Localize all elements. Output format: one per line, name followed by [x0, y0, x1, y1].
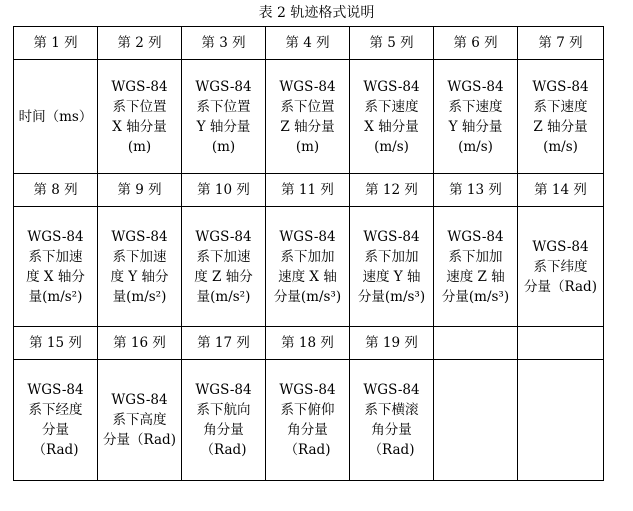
column-desc-16: WGS-84 系下高度 分量（Rad)	[98, 360, 182, 481]
description-row-1	[14, 60, 604, 174]
column-header-12: 第 12 列	[350, 174, 434, 207]
table-caption: 表 2 轨迹格式说明	[258, 5, 375, 21]
column-header-9: 第 9 列	[98, 174, 182, 207]
column-desc-17: WGS-84 系下航向 角分量 （Rad)	[182, 360, 266, 481]
column-header-14: 第 14 列	[518, 174, 604, 207]
column-desc-1: 时间（ms）	[14, 60, 98, 174]
column-desc-10: WGS-84 系下加速 度 Z 轴分 量(m/s²)	[182, 207, 266, 327]
column-header-13: 第 13 列	[434, 174, 518, 207]
column-desc-7: WGS-84 系下速度 Z 轴分量 (m/s)	[518, 60, 604, 174]
column-desc-9: WGS-84 系下加速 度 Y 轴分 量(m/s²)	[98, 207, 182, 327]
empty-desc-cell	[434, 360, 518, 481]
empty-desc-cell	[518, 360, 604, 481]
description-row-2	[14, 207, 604, 327]
column-header-17: 第 17 列	[182, 327, 266, 360]
column-header-3: 第 3 列	[182, 27, 266, 60]
column-header-8: 第 8 列	[14, 174, 98, 207]
column-desc-2: WGS-84 系下位置 X 轴分量 (m)	[98, 60, 182, 174]
column-header-15: 第 15 列	[14, 327, 98, 360]
header-row-3	[14, 327, 604, 360]
column-desc-4: WGS-84 系下位置 Z 轴分量 (m)	[266, 60, 350, 174]
column-header-19: 第 19 列	[350, 327, 434, 360]
column-desc-6: WGS-84 系下速度 Y 轴分量 (m/s)	[434, 60, 518, 174]
column-desc-3: WGS-84 系下位置 Y 轴分量 (m)	[182, 60, 266, 174]
column-desc-15: WGS-84 系下经度 分量 （Rad)	[14, 360, 98, 481]
column-desc-19: WGS-84 系下横滚 角分量 （Rad)	[350, 360, 434, 481]
column-desc-14: WGS-84 系下纬度 分量（Rad)	[518, 207, 604, 327]
header-row-2	[14, 174, 604, 207]
column-desc-12: WGS-84 系下加加 速度 Y 轴 分量(m/s³)	[350, 207, 434, 327]
column-desc-11: WGS-84 系下加加 速度 X 轴 分量(m/s³)	[266, 207, 350, 327]
column-header-18: 第 18 列	[266, 327, 350, 360]
column-desc-5: WGS-84 系下速度 X 轴分量 (m/s)	[350, 60, 434, 174]
empty-header-cell	[434, 327, 518, 360]
column-header-2: 第 2 列	[98, 27, 182, 60]
empty-header-cell	[518, 327, 604, 360]
track-format-table	[13, 26, 604, 481]
column-desc-18: WGS-84 系下俯仰 角分量 （Rad)	[266, 360, 350, 481]
column-header-11: 第 11 列	[266, 174, 350, 207]
column-header-7: 第 7 列	[518, 27, 604, 60]
column-desc-13: WGS-84 系下加加 速度 Z 轴 分量(m/s³)	[434, 207, 518, 327]
column-desc-8: WGS-84 系下加速 度 X 轴分 量(m/s²)	[14, 207, 98, 327]
column-header-4: 第 4 列	[266, 27, 350, 60]
column-header-6: 第 6 列	[434, 27, 518, 60]
column-header-1: 第 1 列	[14, 27, 98, 60]
column-header-5: 第 5 列	[350, 27, 434, 60]
column-header-10: 第 10 列	[182, 174, 266, 207]
description-row-3	[14, 360, 604, 481]
column-header-16: 第 16 列	[98, 327, 182, 360]
header-row-1	[14, 27, 604, 60]
